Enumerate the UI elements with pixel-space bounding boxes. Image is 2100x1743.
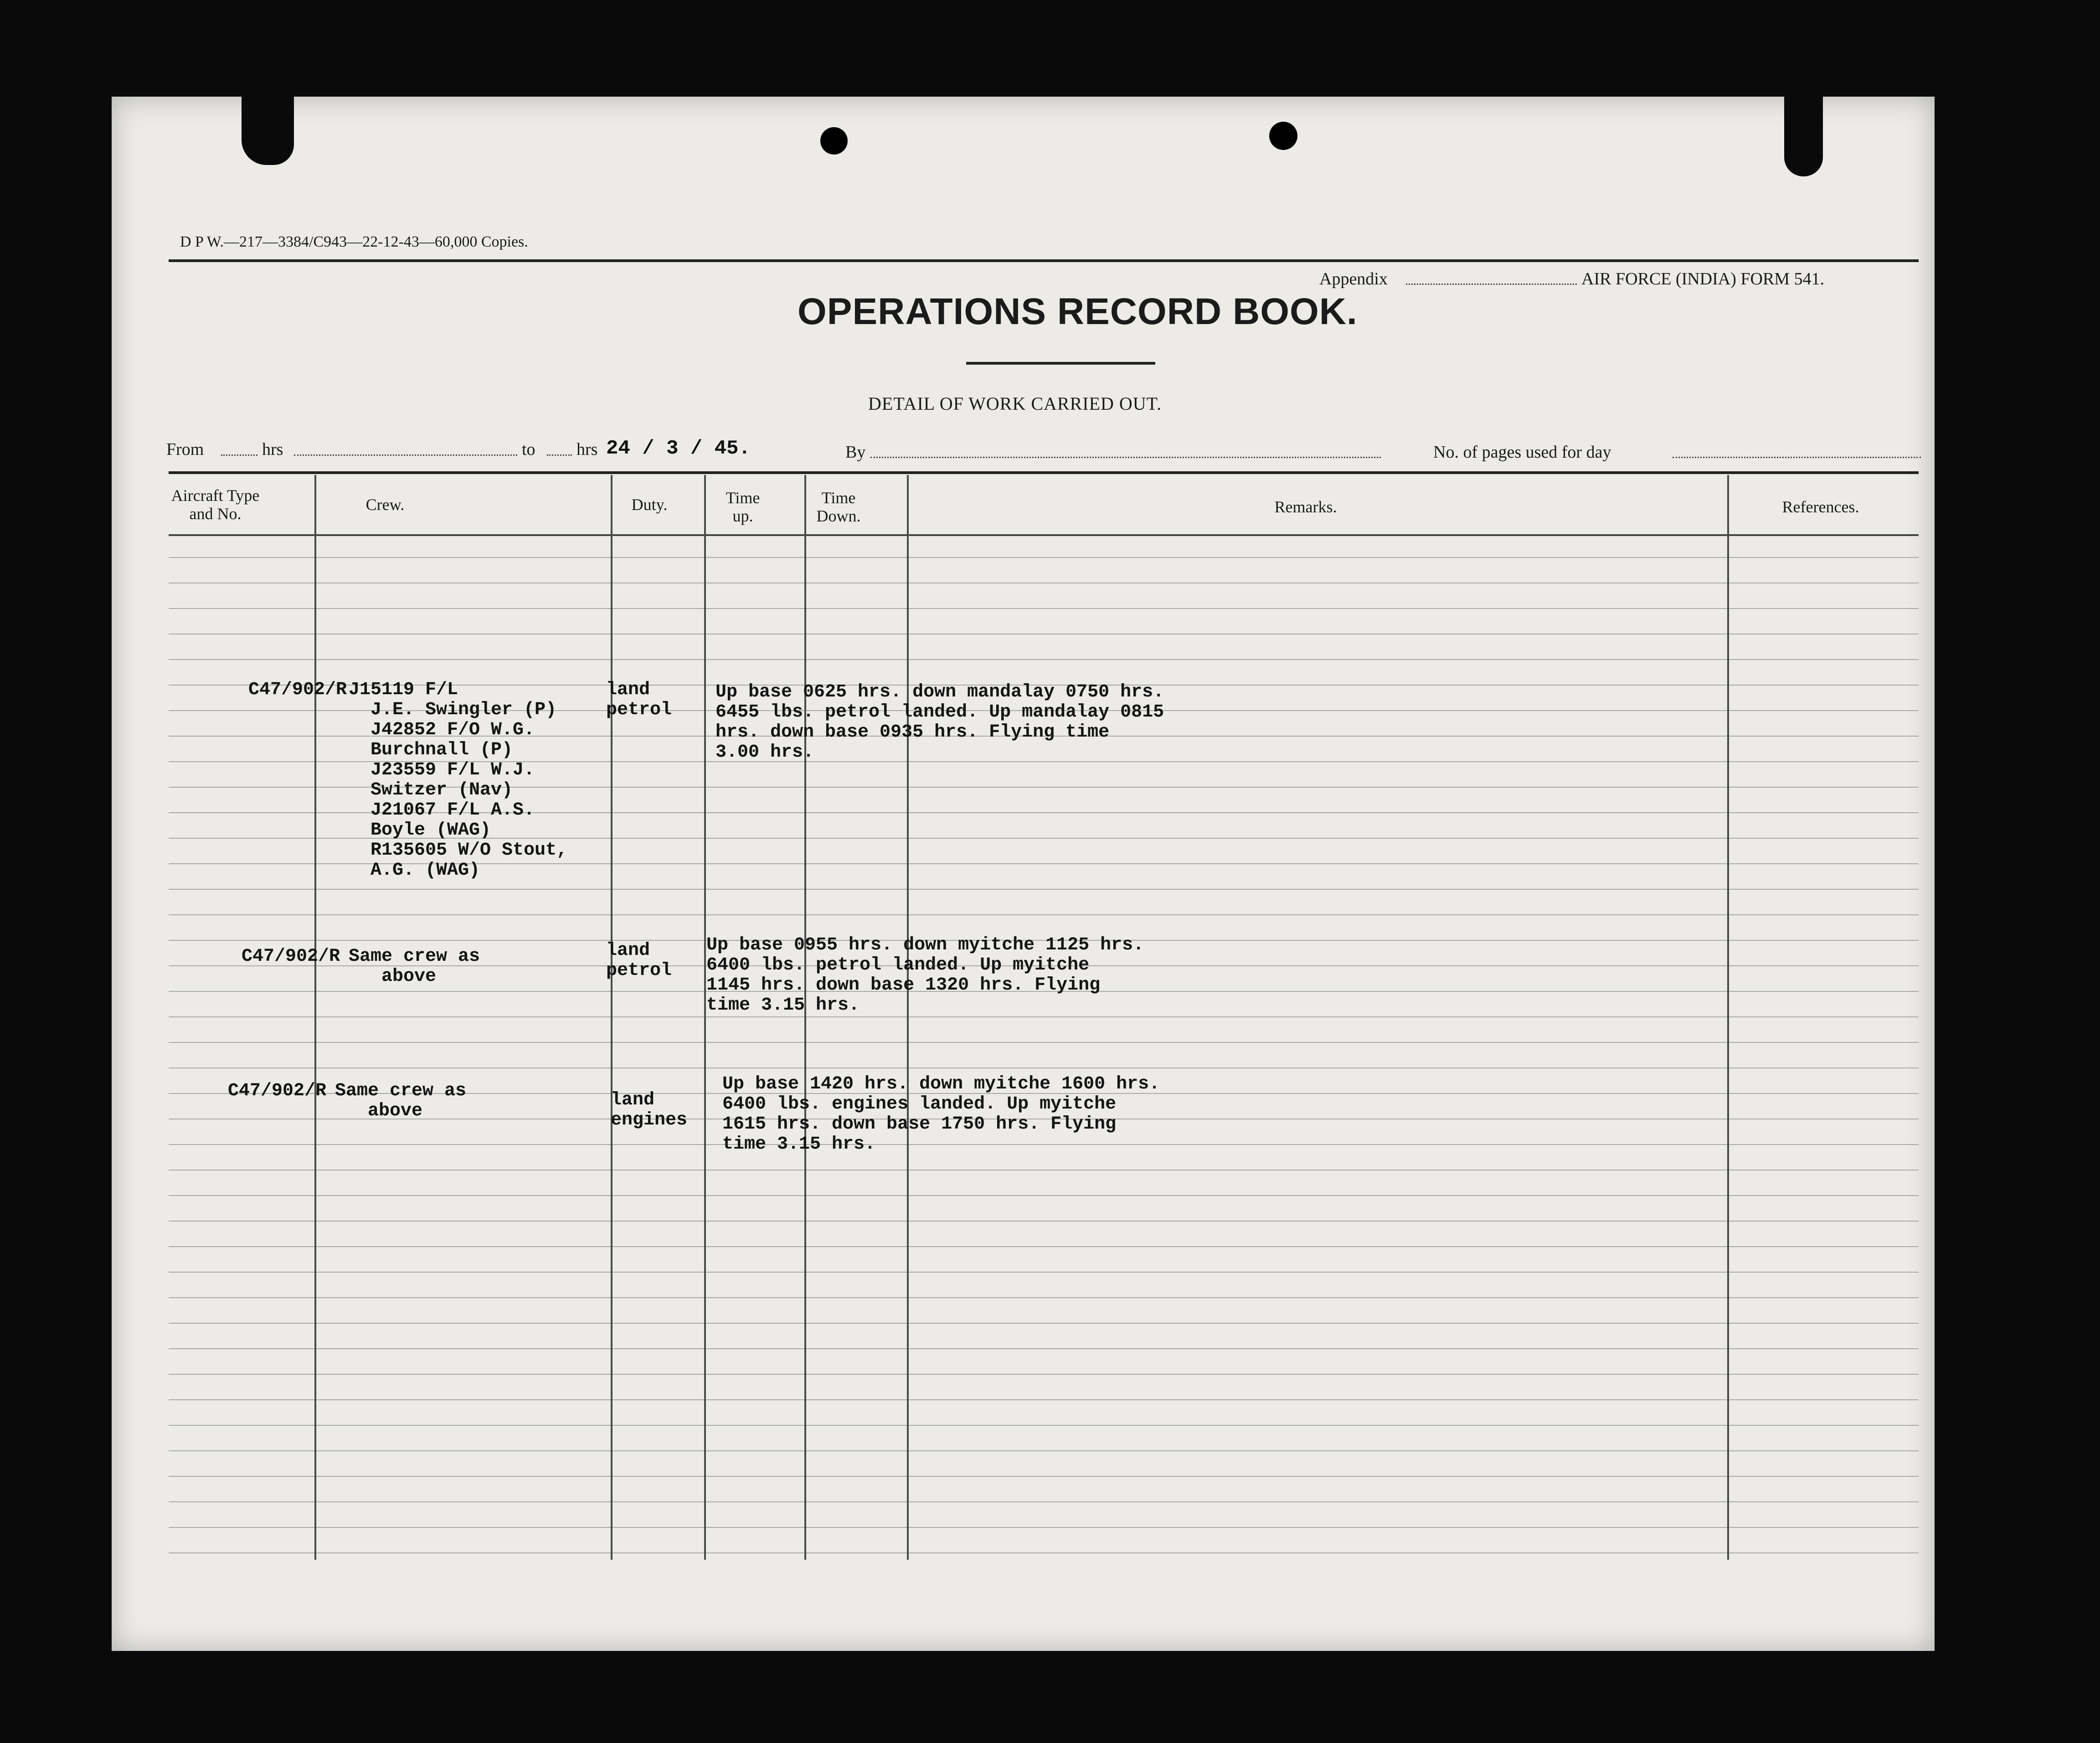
ruled-line <box>169 889 1919 890</box>
ruled-line <box>169 659 1919 660</box>
entry-2-duty: land petrol <box>606 940 672 981</box>
printer-line: D P W.—217—3384/C943—22-12-43—60,000 Copies. <box>180 233 528 250</box>
ruled-line <box>169 1476 1919 1477</box>
ruled-line <box>169 1348 1919 1349</box>
pages-label: No. of pages used for day <box>1433 443 1611 462</box>
col-line-5 <box>907 475 909 1560</box>
col-header-aircraft: Aircraft Type and No. <box>171 486 260 523</box>
form-subtitle: DETAIL OF WORK CARRIED OUT. <box>868 393 1162 414</box>
ruled-line <box>169 1297 1919 1298</box>
ruled-line <box>169 1552 1919 1553</box>
entry-3-aircraft: C47/902/R <box>228 1081 327 1101</box>
ruled-line <box>169 1221 1919 1222</box>
ruled-line <box>169 1425 1919 1426</box>
col-line-4 <box>804 475 806 1560</box>
ruled-line <box>169 1501 1919 1502</box>
ruled-line <box>169 557 1919 558</box>
entry-1-crew: J15119 F/L J.E. Swingler (P) J42852 F/O W.G. Burchnall (P) J23559 F/L W.J. Switzer (Nav) J21067 F/L A.S. Boyle (WAG) R135605 W/O Stout, A.G. (WAG) <box>349 680 568 881</box>
ruled-line <box>169 914 1919 915</box>
col-header-references: References. <box>1782 498 1859 516</box>
ruled-line <box>169 1195 1919 1196</box>
date-value: 24 / 3 / 45. <box>606 437 751 460</box>
entry-3-duty: land engines <box>611 1090 688 1130</box>
ruled-line <box>169 1399 1919 1400</box>
ruled-line <box>169 1246 1919 1247</box>
ruled-line <box>169 1450 1919 1451</box>
to-label: to <box>522 440 535 459</box>
ruled-line <box>169 608 1919 609</box>
record-sheet <box>112 97 1935 1651</box>
col-header-remarks: Remarks. <box>1274 498 1337 516</box>
ruled-line <box>169 1042 1919 1043</box>
entry-1-duty: land petrol <box>606 680 672 720</box>
ruled-line <box>169 1016 1919 1017</box>
entry-2-crew: Same crew as above <box>349 946 480 987</box>
entry-1-remarks: Up base 0625 hrs. down mandalay 0750 hrs. 6455 lbs. petrol landed. Up mandalay 0815 hrs. down base 0935 hrs. Flying time 3.00 hrs. <box>715 682 1164 763</box>
form-title: OPERATIONS RECORD BOOK. <box>798 291 1358 332</box>
from-label: From <box>166 440 204 459</box>
entry-2-aircraft: C47/902/R <box>242 946 340 967</box>
col-header-duty: Duty. <box>631 495 668 514</box>
hrs-label-2: hrs <box>576 440 598 459</box>
ruled-line <box>169 1374 1919 1375</box>
ruled-line <box>169 1170 1919 1171</box>
hrs-label-1: hrs <box>262 440 283 459</box>
form-name: AIR FORCE (INDIA) FORM 541. <box>1581 269 1825 289</box>
entry-2-remarks: Up base 0955 hrs. down myitche 1125 hrs. 6400 lbs. petrol landed. Up myitche 1145 hrs. down base 1320 hrs. Flying time 3.15 hrs. <box>706 935 1144 1016</box>
ruled-line <box>169 1323 1919 1324</box>
ruled-line <box>169 1272 1919 1273</box>
col-header-time-down: Time Down. <box>816 489 861 525</box>
col-header-crew: Crew. <box>365 495 405 514</box>
entry-1-aircraft: C47/902/R <box>248 680 347 700</box>
appendix-label: Appendix <box>1319 269 1388 289</box>
by-label: By <box>845 443 866 462</box>
entry-3-crew: Same crew as above <box>335 1081 467 1121</box>
ruled-line <box>169 1527 1919 1528</box>
col-header-time-up: Time up. <box>726 489 760 525</box>
col-line-2 <box>611 475 612 1560</box>
entry-3-remarks: Up base 1420 hrs. down myitche 1600 hrs. 6400 lbs. engines landed. Up myitche 1615 hrs. down base 1750 hrs. Flying time 3.15 hrs. <box>722 1074 1160 1155</box>
ruled-line <box>169 1067 1919 1068</box>
col-line-1 <box>314 475 316 1560</box>
col-line-6 <box>1727 475 1729 1560</box>
col-line-3 <box>704 475 706 1560</box>
